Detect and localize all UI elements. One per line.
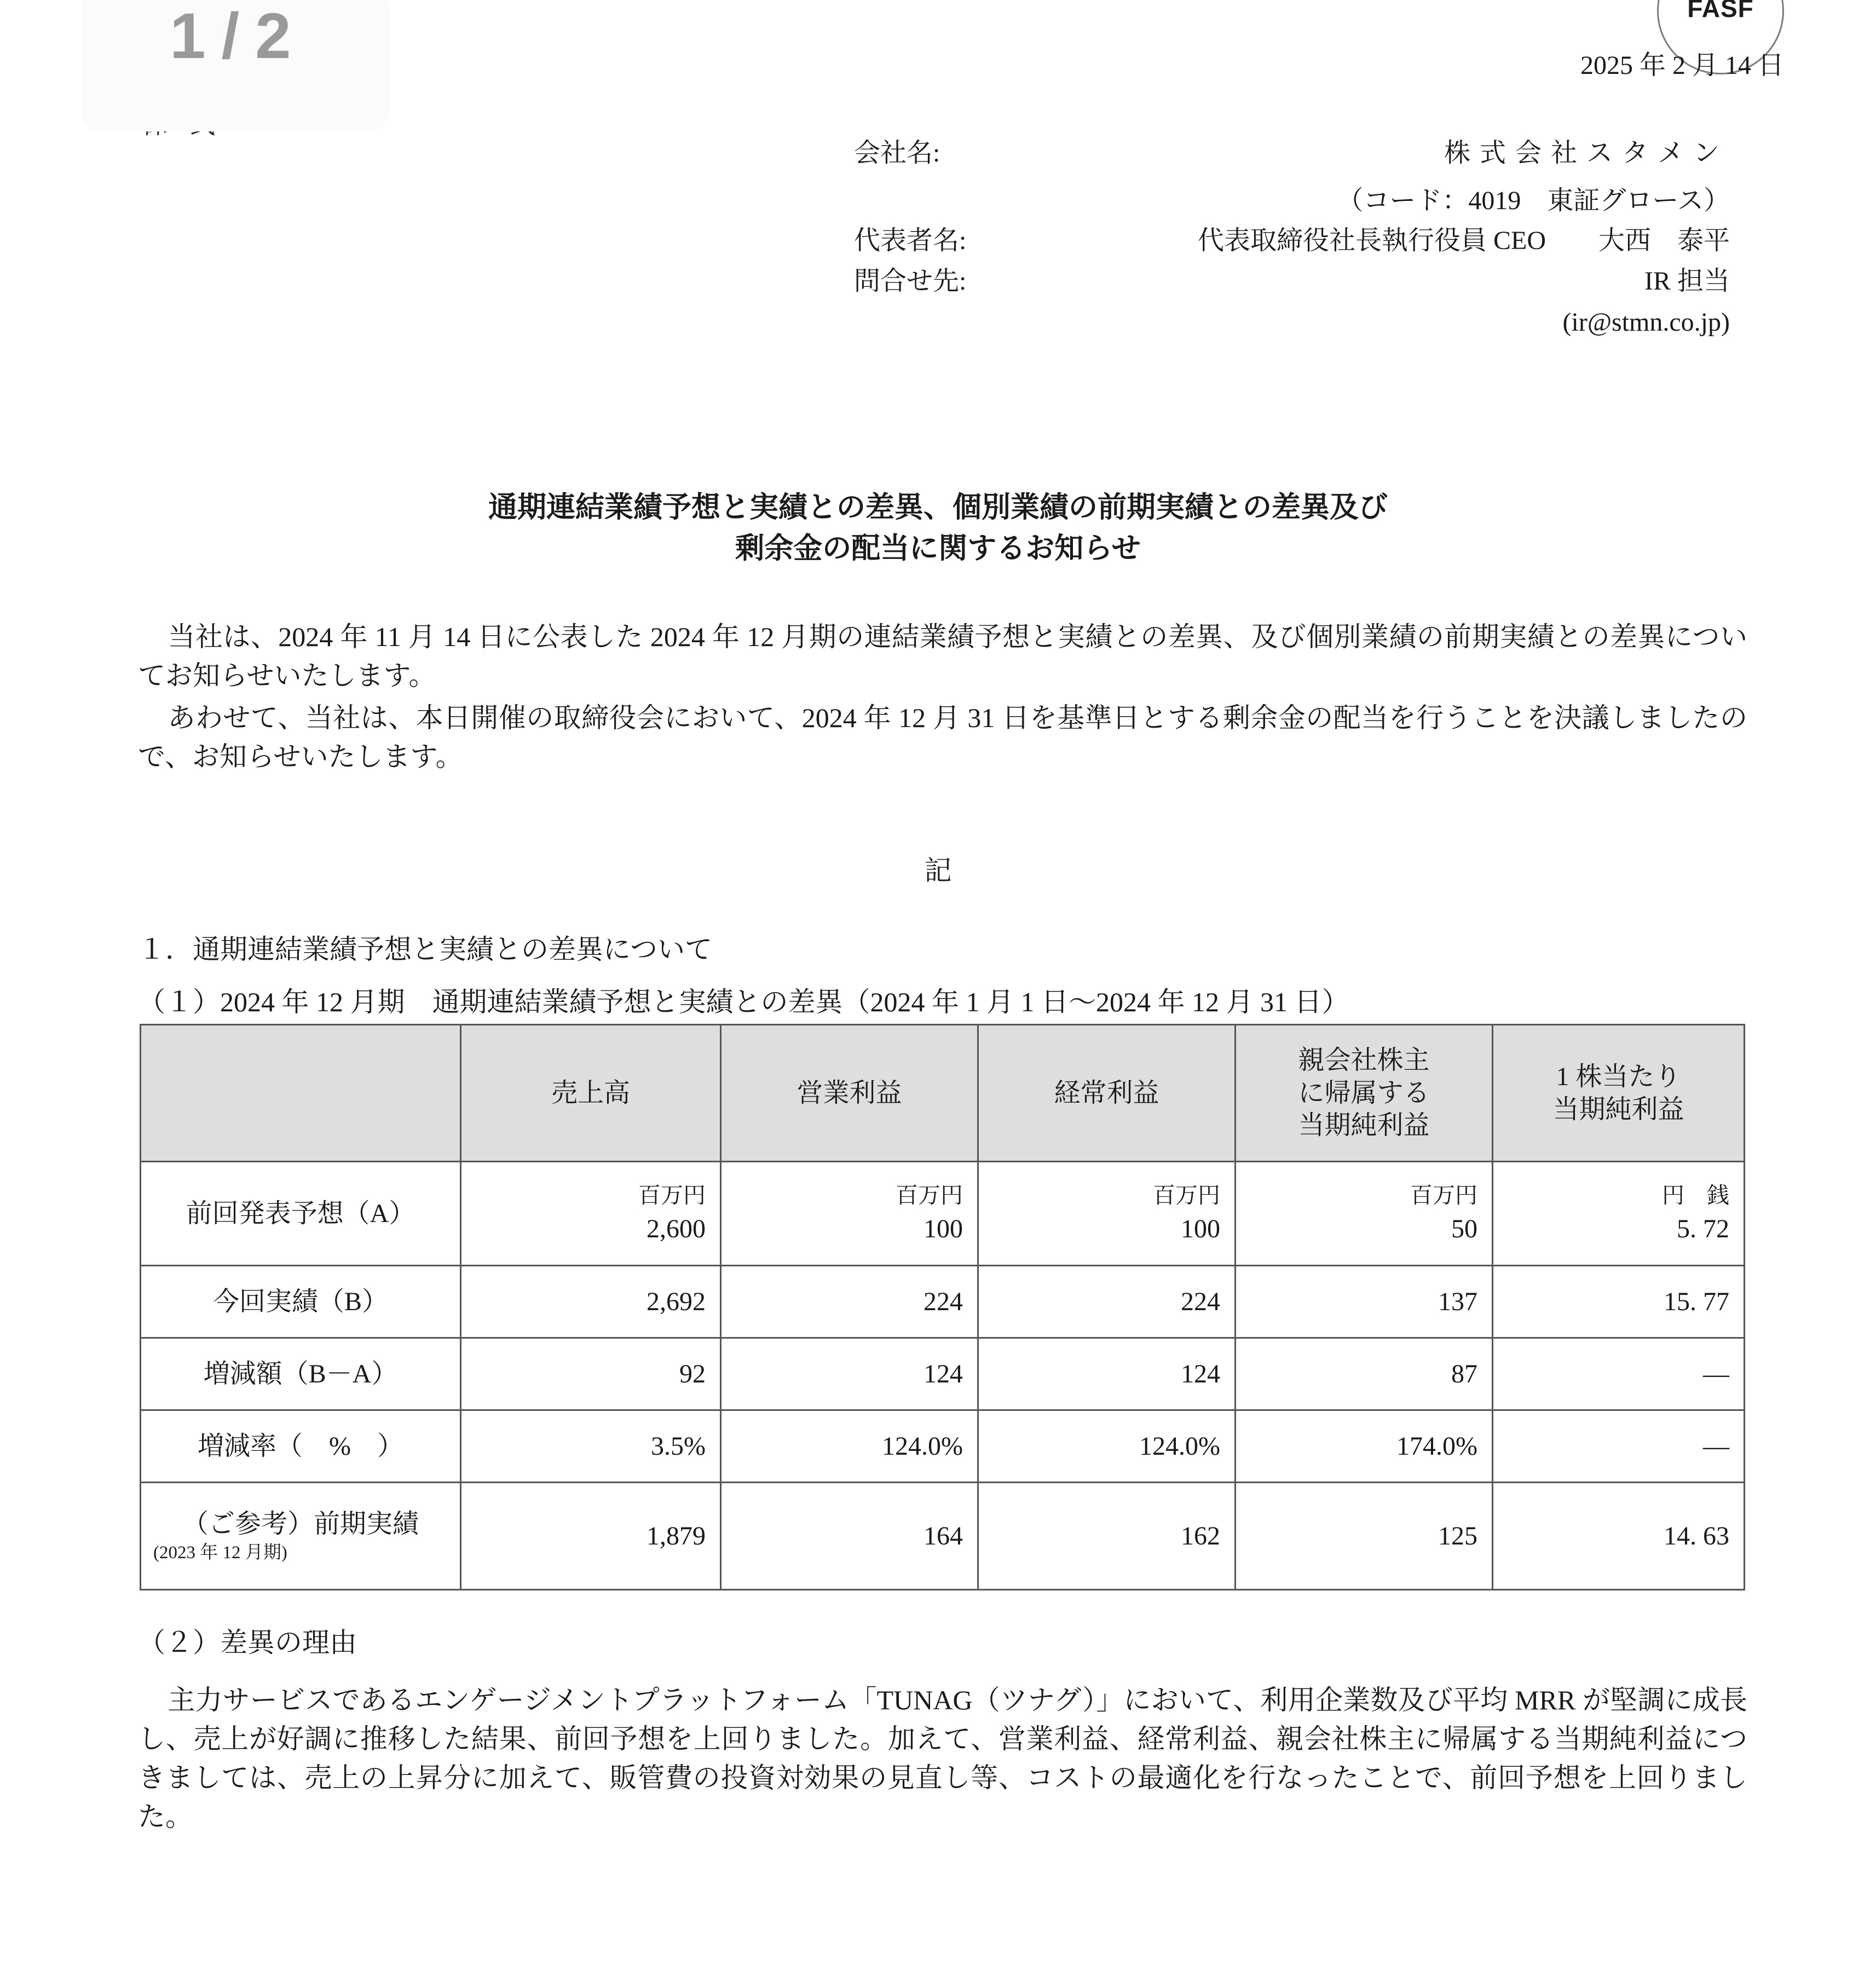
cell-variance-rate-net-sales: 3.5%	[461, 1410, 721, 1483]
cell-variance-rate-operating-profit: 124.0%	[721, 1410, 978, 1483]
kiji-marker: 記	[924, 855, 952, 886]
page-title-line2: 剰余金の配当に関するお知らせ	[735, 533, 1141, 565]
row-label-reference-prior-year-sub: (2023 年 12 月期)	[153, 1542, 287, 1563]
unit-eps: 円 銭	[1662, 1182, 1729, 1208]
company-info-block	[854, 138, 1730, 346]
col-header-operating-profit: 営業利益	[721, 1025, 978, 1162]
page-indicator-label: 1 / 2	[170, 0, 290, 72]
cell-variance-rate-ordinary-profit: 124.0%	[978, 1410, 1236, 1483]
cell-current-actual-net-income: 137	[1236, 1266, 1493, 1338]
value-previous-forecast-ordinary-profit: 100	[1181, 1214, 1220, 1244]
page-title-line1: 通期連結業績予想と実績との差異、個別業績の前期実績との差異及び	[488, 492, 1388, 523]
cell-prior-year-eps: 14. 63	[1493, 1483, 1745, 1590]
cell-prior-year-operating-profit: 164	[721, 1483, 978, 1590]
row-label-previous-forecast: 前回発表予想（A）	[141, 1162, 461, 1266]
company-name-row	[854, 138, 1730, 169]
table-row	[141, 1266, 1745, 1338]
cell-prior-year-net-sales: 1,879	[461, 1483, 721, 1590]
contact-row	[854, 266, 1730, 297]
contact-label: 問合せ先:	[854, 267, 967, 296]
col-header-eps-l2: 当期純利益	[1552, 1094, 1684, 1124]
cell-variance-rate-eps: ―	[1493, 1410, 1745, 1483]
performance-variance-table	[140, 1024, 1745, 1590]
section-1-heading: １．通期連結業績予想と実績との差異について	[138, 934, 712, 965]
representative-row	[854, 226, 1730, 257]
unit-operating-profit: 百万円	[896, 1182, 963, 1208]
cell-prior-year-net-income: 125	[1236, 1483, 1493, 1590]
row-label-reference-prior-year	[141, 1483, 461, 1590]
cell-variance-amount-eps: ―	[1493, 1338, 1745, 1410]
contact-email: (ir@stmn.co.jp)	[1562, 307, 1730, 337]
contact-value: IR 担当	[1644, 267, 1730, 296]
row-label-variance-amount: 増減額（B－A）	[141, 1338, 461, 1410]
cell-variance-amount-operating-profit: 124	[721, 1338, 978, 1410]
cell-variance-amount-net-sales: 92	[461, 1338, 721, 1410]
table-row	[141, 1162, 1745, 1266]
company-name-label: 会社名:	[854, 139, 940, 168]
cell-previous-forecast-net-income	[1236, 1162, 1493, 1266]
company-name-value: 株式会社スタメン	[1444, 139, 1729, 168]
row-label-current-actual: 今回実績（B）	[141, 1266, 461, 1338]
representative-label: 代表者名:	[854, 226, 967, 255]
cell-variance-amount-net-income: 87	[1236, 1338, 1493, 1410]
cell-current-actual-ordinary-profit: 224	[978, 1266, 1236, 1338]
col-header-eps-l1: 1 株当たり	[1556, 1062, 1681, 1091]
unit-ordinary-profit: 百万円	[1153, 1182, 1220, 1208]
cell-previous-forecast-eps	[1493, 1162, 1745, 1266]
cell-previous-forecast-net-sales	[461, 1162, 721, 1266]
col-header-profit-attributable-l2: に帰属する	[1298, 1078, 1430, 1108]
intro-paragraph-1	[138, 618, 1747, 695]
table-row	[141, 1338, 1745, 1410]
unit-net-sales: 百万円	[638, 1182, 706, 1208]
cell-current-actual-eps: 15. 77	[1493, 1266, 1745, 1338]
intro-paragraph-2-text: あわせて、当社は、本日開催の取締役会において、2024 年 12 月 31 日を基準日とする剰余金の配当を行うことを決議しましたので、お知らせいたします。	[138, 702, 1747, 772]
table-row	[141, 1410, 1745, 1483]
col-header-ordinary-profit: 経常利益	[978, 1025, 1236, 1162]
document-date: 2025 年 2 月 14 日	[1580, 51, 1784, 80]
cell-previous-forecast-ordinary-profit	[978, 1162, 1236, 1266]
table-header-row	[141, 1025, 1745, 1162]
col-header-profit-attributable-l1: 親会社株主	[1298, 1046, 1430, 1075]
cell-variance-rate-net-income: 174.0%	[1236, 1410, 1493, 1483]
section-2-heading: （２）差異の理由	[138, 1627, 357, 1658]
fasf-logo-text: FASF	[1687, 0, 1754, 22]
section-2-paragraph	[138, 1681, 1747, 1836]
representative-value: 代表取締役社長執行役員 CEO 大西 泰平	[1197, 226, 1730, 255]
value-previous-forecast-eps: 5. 72	[1677, 1214, 1729, 1244]
cell-prior-year-ordinary-profit: 162	[978, 1483, 1236, 1590]
page-indicator-badge	[82, 0, 389, 131]
row-label-reference-prior-year-main: （ご参考）前期実績	[182, 1509, 419, 1538]
section-1-subheading: （１）2024 年 12 月期 通期連結業績予想と実績との差異（2024 年 1 月 1 日〜2024 年 12 月 31 日）	[138, 987, 1349, 1017]
value-previous-forecast-net-sales: 2,600	[647, 1214, 706, 1244]
row-label-variance-rate: 増減率（ % ）	[141, 1410, 461, 1483]
cell-current-actual-operating-profit: 224	[721, 1266, 978, 1338]
col-header-eps	[1493, 1025, 1745, 1162]
cell-previous-forecast-operating-profit	[721, 1162, 978, 1266]
unit-net-income: 百万円	[1410, 1182, 1477, 1208]
company-code-line: （コード：4019 東証グロース）	[1337, 186, 1730, 215]
page-title	[0, 487, 1876, 570]
cell-variance-amount-ordinary-profit: 124	[978, 1338, 1236, 1410]
col-header-net-sales: 売上高	[461, 1025, 721, 1162]
col-header-profit-attributable-l3: 当期純利益	[1298, 1111, 1430, 1140]
col-header-profit-attributable	[1236, 1025, 1493, 1162]
intro-paragraph-1-text: 当社は、2024 年 11 月 14 日に公表した 2024 年 12 月期の連結業績予想と実績との差異、及び個別業績の前期実績との差異についてお知らせいたします。	[138, 621, 1747, 691]
cell-current-actual-net-sales: 2,692	[461, 1266, 721, 1338]
intro-paragraph-2	[138, 699, 1747, 776]
table-corner-cell	[141, 1025, 461, 1162]
value-previous-forecast-net-income: 50	[1451, 1214, 1477, 1244]
section-2-paragraph-text: 主力サービスであるエンゲージメントプラットフォーム「TUNAG（ツナグ）」において、利用企業数及び平均 MRR が堅調に成長し、売上が好調に推移した結果、前回予想を上回りました。加えて、営業利益、経常利益、親会社株主に帰属する当期純利益につきましては、売上の上昇分に加えて、販管費の投資対効果の見直し等、コストの最適化を行なったことで、前回予想を上回りました。	[138, 1685, 1747, 1832]
value-previous-forecast-operating-profit: 100	[923, 1214, 963, 1244]
table-row	[141, 1483, 1745, 1590]
